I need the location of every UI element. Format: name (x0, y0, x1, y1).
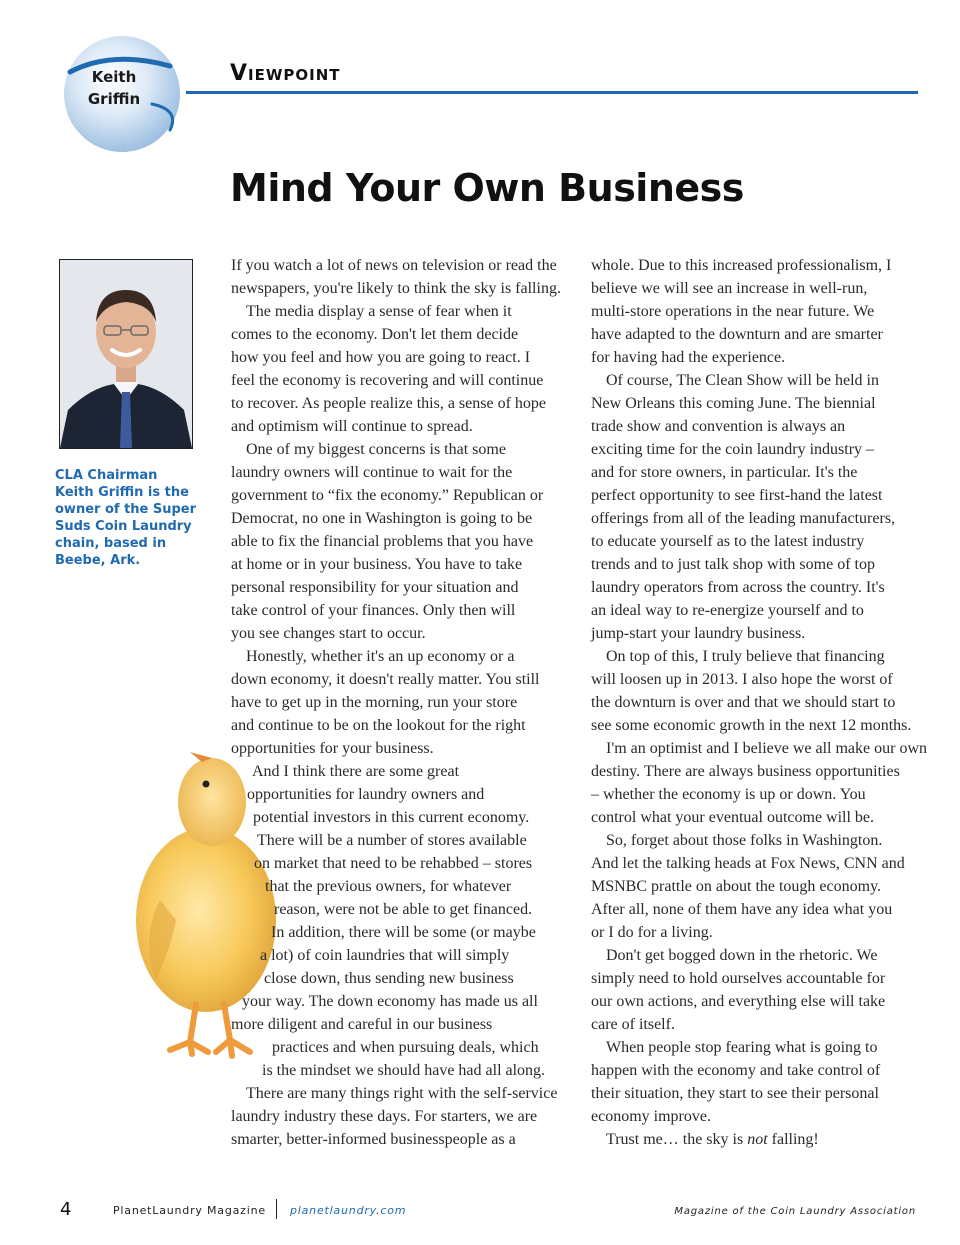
article-line: your way. The down economy has made us all (242, 993, 538, 1010)
article-line: On top of this, I truly believe that financing (606, 648, 885, 665)
article-line: Democrat, no one in Washington is going to be (231, 510, 533, 527)
article-line: And let the talking heads at Fox News, CNN and (591, 855, 905, 872)
photo-caption: CLA Chairman Keith Griffin is the owner of the Super Suds Coin Laundry chain, based in Beebe, Ark. (55, 468, 197, 568)
article-line: When people stop fearing what is going to (606, 1039, 878, 1056)
article-line: on market that need to be rehabbed – stores (254, 855, 533, 872)
article-line: opportunities for your business. (231, 740, 434, 757)
article-line: whole. Due to this increased professionalism, I (591, 257, 892, 274)
article-line: There will be a number of stores available (257, 832, 527, 849)
article-line: simply need to hold ourselves accountable for (591, 970, 886, 987)
article-line: So, forget about those folks in Washington. (606, 832, 883, 849)
article-line: The media display a sense of fear when it (246, 303, 512, 320)
footer-divider (276, 1199, 277, 1219)
article-line: laundry operators from across the country. It's (591, 579, 885, 596)
article-line: economy improve. (591, 1108, 711, 1125)
author-portrait (59, 259, 193, 449)
article-line: have to get up in the morning, run your store (231, 694, 518, 711)
article-line: reason, were not be able to get financed. (274, 901, 533, 918)
article-column-2 (591, 254, 928, 1151)
article-line: take control of your finances. Only then will (231, 602, 516, 619)
article-line: feel the economy is recovering and will continue (231, 372, 544, 389)
article-line: In addition, there will be some (or maybe (271, 924, 536, 941)
page-number: 4 (60, 1199, 72, 1220)
article-line: laundry industry these days. For starters, we are (231, 1108, 538, 1125)
article-line: at home or in your business. You have to take (231, 556, 523, 573)
article-line: offerings from all of the leading manufacturers, (591, 510, 896, 527)
publication-name: PlanetLaundry Magazine (113, 1204, 266, 1217)
article-line: believe we will see an increase in well-run, (591, 280, 868, 297)
article-line: is the mindset we should have had all along. (262, 1062, 546, 1079)
article-line: opportunities for laundry owners and (247, 786, 485, 803)
article-line: destiny. There are always business opportunities (591, 763, 900, 780)
article-line: trends and to just talk shop with some of top (591, 556, 875, 573)
article-line: for having had the experience. (591, 349, 786, 366)
article-line: an ideal way to re-energize yourself and to (591, 602, 864, 619)
article-line: and continue to be on the lookout for the right (231, 717, 526, 734)
article-line: close down, thus sending new business (264, 970, 514, 987)
article-line: to educate yourself as to the latest industry (591, 533, 865, 550)
article-line: And I think there are some great (252, 763, 460, 780)
article-line: and optimism will continue to spread. (231, 418, 473, 435)
article-line: more diligent and careful in our business (231, 1016, 493, 1033)
article-line: down economy, it doesn't really matter. You still (231, 671, 540, 688)
magazine-tagline: Magazine of the Coin Laundry Association (674, 1206, 916, 1217)
article-line: our own actions, and everything else will take (591, 993, 886, 1010)
article-line: to recover. As people realize this, a sense of hope (231, 395, 546, 412)
article-line: perfect opportunity to see first-hand the latest (591, 487, 883, 504)
article-line: happen with the economy and take control of (591, 1062, 881, 1079)
author-first-name: Keith (91, 68, 137, 86)
article-line: see some economic growth in the next 12 months. (591, 717, 912, 734)
article-line: If you watch a lot of news on television or read the (231, 257, 557, 274)
article-line: potential investors in this current economy. (253, 809, 530, 826)
article-line: care of itself. (591, 1016, 675, 1033)
article-line: and for store owners, in particular. It's the (591, 464, 858, 481)
article-column-1 (231, 254, 561, 1151)
article-line: comes to the economy. Don't let them decide (231, 326, 519, 343)
article-line: newspapers, you're likely to think the sky is falling. (231, 280, 561, 297)
article-line: laundry owners will continue to wait for the (231, 464, 513, 481)
article-line: that the previous owners, for whatever (265, 878, 512, 895)
article-line: exciting time for the coin laundry industry – (591, 441, 875, 458)
article-line: how you feel and how you are going to react. I (231, 349, 531, 366)
article-line: Don't get bogged down in the rhetoric. We (606, 947, 878, 964)
article-line: able to fix the financial problems that you have (231, 533, 534, 550)
article-line: or I do for a living. (591, 924, 713, 941)
article-line: control what your eventual outcome will be. (591, 809, 875, 826)
article-line: I'm an optimist and I believe we all make our own (606, 740, 928, 757)
article-line: Trust me… the sky is not falling! (606, 1131, 819, 1148)
article-line: will loosen up in 2013. I also hope the worst of (591, 671, 893, 688)
article-line: have adapted to the downturn and are smarter (591, 326, 883, 343)
article-line: One of my biggest concerns is that some (246, 441, 506, 458)
article-line: practices and when pursuing deals, which (272, 1039, 539, 1056)
article-line: There are many things right with the self-service (246, 1085, 558, 1102)
article-line: the downturn is over and that we should start to (591, 694, 896, 711)
article-line: jump-start your laundry business. (591, 625, 806, 642)
article-line: smarter, better-informed businesspeople as a (231, 1131, 516, 1148)
article-title: Mind Your Own Business (230, 166, 744, 210)
article-line: multi-store operations in the near future. We (591, 303, 875, 320)
section-rule (186, 91, 918, 94)
website-link[interactable]: planetlaundry.com (290, 1204, 407, 1217)
author-last-name: Griffin (87, 90, 141, 108)
article-line: a lot) of coin laundries that will simply (260, 947, 510, 964)
article-line: government to “fix the economy.” Republican or (231, 487, 544, 504)
article-line: you see changes start to occur. (231, 625, 426, 642)
article-line: their situation, they start to see their personal (591, 1085, 879, 1102)
article-line: Of course, The Clean Show will be held in (606, 372, 879, 389)
section-title: Viewpoint (230, 61, 341, 86)
article-line: personal responsibility for your situation and (231, 579, 519, 596)
article-line: New Orleans this coming June. The biennial (591, 395, 876, 412)
article-line: After all, none of them have any idea what you (591, 901, 893, 918)
article-line: – whether the economy is up or down. You (591, 786, 866, 803)
article-line: MSNBC prattle on about the tough economy. (591, 878, 882, 895)
article-line: Honestly, whether it's an up economy or a (246, 648, 515, 665)
article-line: trade show and convention is always an (591, 418, 846, 435)
